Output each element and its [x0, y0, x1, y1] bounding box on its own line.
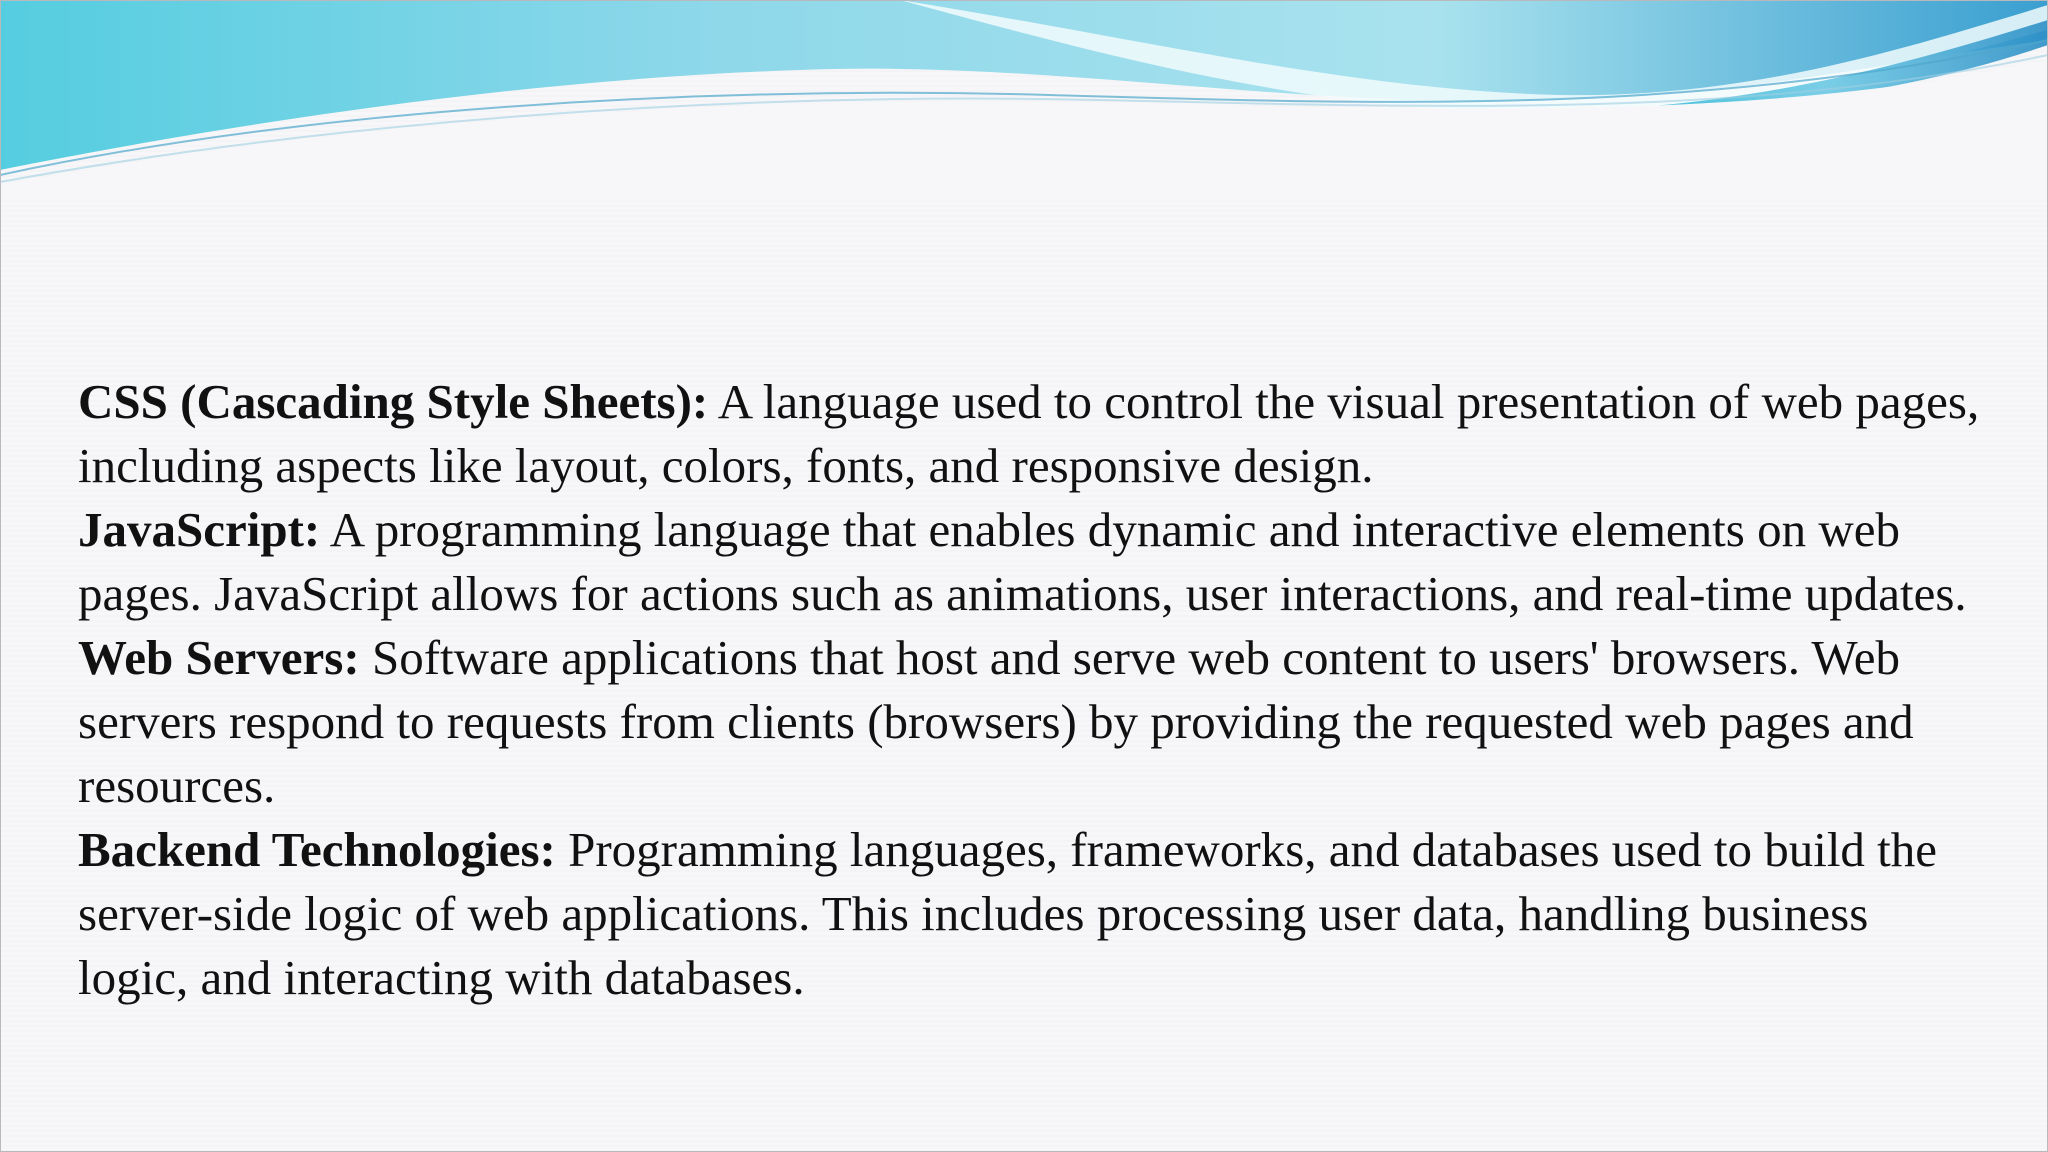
- item-backend-technologies: [78, 818, 1988, 1010]
- term-web-servers: Web Servers:: [78, 630, 360, 685]
- slide-body: [78, 370, 1988, 1010]
- header-wave-decoration: [0, 0, 2048, 200]
- item-css: [78, 370, 1988, 498]
- description-javascript: A programming language that enables dynamic and interactive elements on web pages. JavaScript allows for actions such as animations, user interactions, and real-time updates.: [78, 502, 1967, 621]
- term-javascript: JavaScript:: [78, 502, 321, 557]
- description-css: A language used to control the visual presentation of web pages, including aspects like layout, colors, fonts, and responsive design.: [78, 374, 1980, 493]
- term-backend-technologies: Backend Technologies:: [78, 822, 556, 877]
- term-css: CSS (Cascading Style Sheets):: [78, 374, 709, 429]
- item-javascript: [78, 498, 1988, 626]
- description-web-servers: Software applications that host and serve web content to users' browsers. Web servers respond to requests from clients (browsers) by providing the requested web pages and resources.: [78, 630, 1914, 813]
- item-web-servers: [78, 626, 1988, 818]
- description-backend-technologies: Programming languages, frameworks, and databases used to build the server-side logic of web applications. This includes processing user data, handling business logic, and interacting with databases.: [78, 822, 1938, 1005]
